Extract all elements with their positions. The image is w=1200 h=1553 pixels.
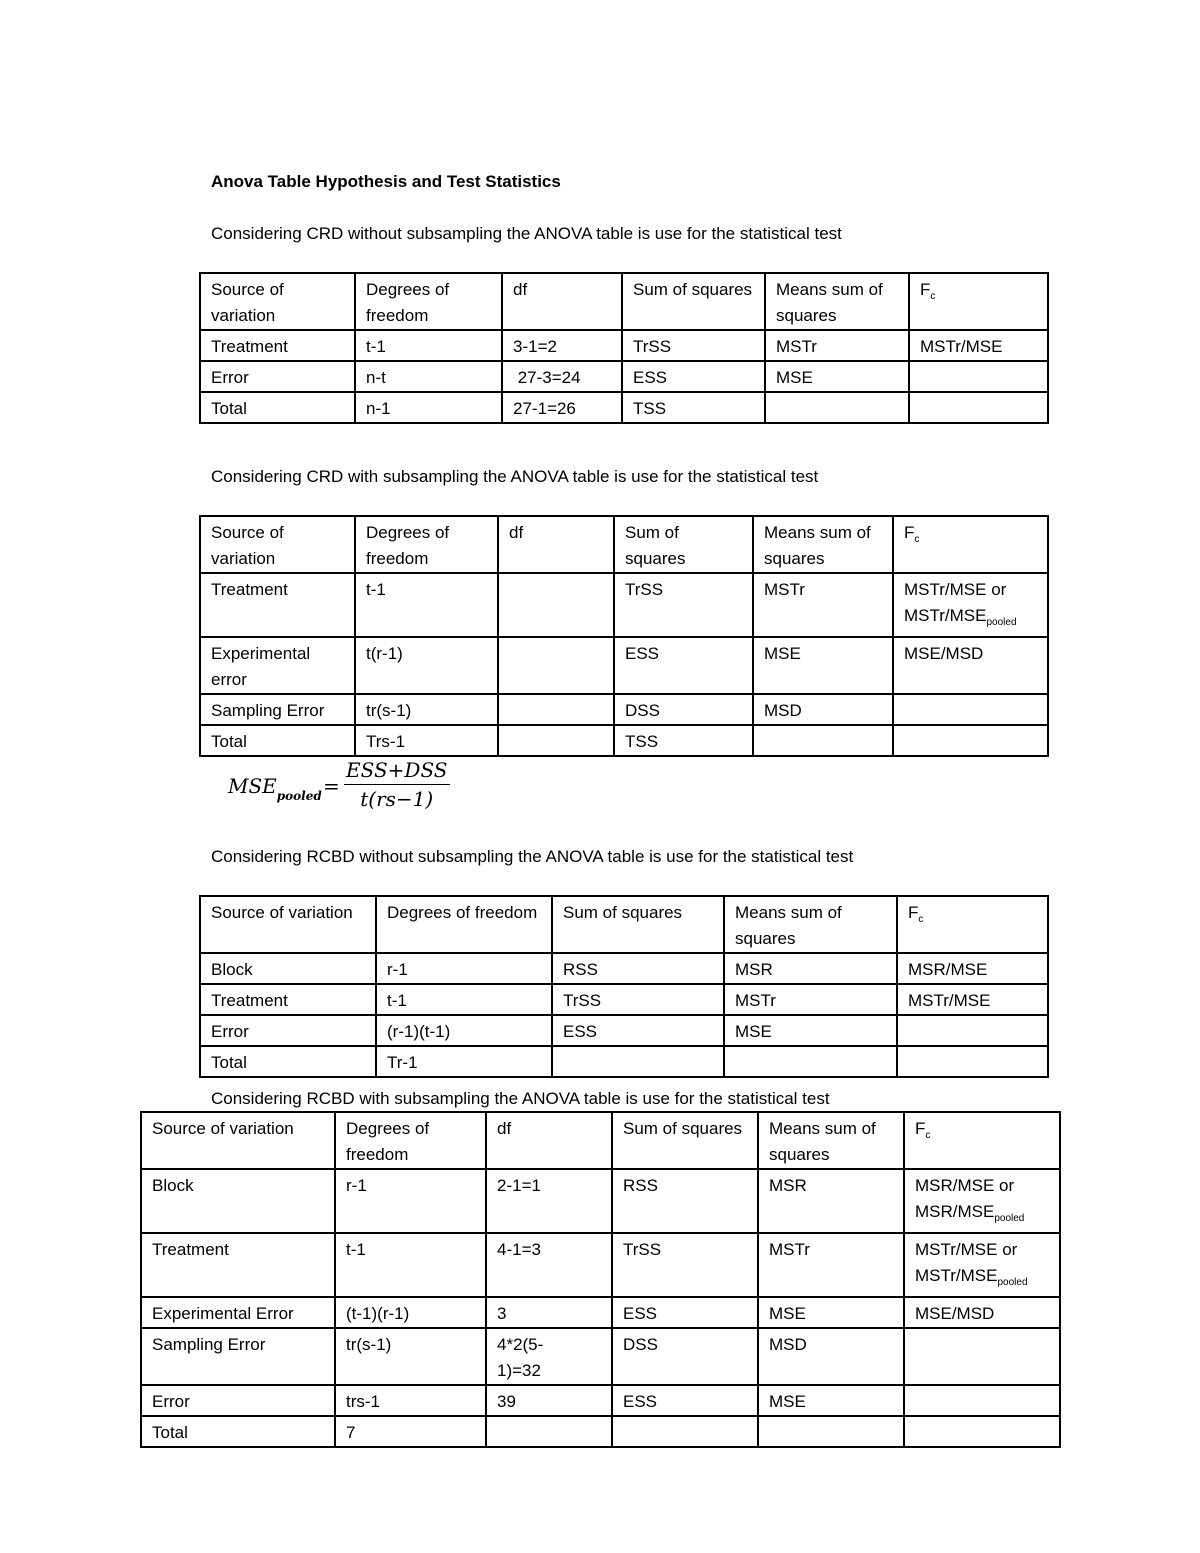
table-row	[200, 694, 1048, 725]
cell	[552, 1046, 724, 1077]
cell: MSE	[758, 1297, 904, 1328]
formula-lhs	[228, 774, 322, 803]
cell	[893, 694, 1048, 725]
table-row	[141, 1169, 1060, 1233]
section-3-caption: Considering RCBD without subsampling the ANOVA table is use for the statistical test	[211, 847, 854, 866]
header-cell: Means sum of squares	[765, 273, 909, 330]
cell: Error	[200, 361, 355, 392]
cell: 2-1=1	[486, 1169, 612, 1233]
cell: MSE/MSD	[893, 637, 1048, 694]
pooled-subscript: pooled	[986, 617, 1017, 628]
cell	[758, 1416, 904, 1447]
cell: MSR/MSE or MSR/$MSE_{pooled}$	[904, 1169, 1060, 1233]
cell: t-1	[335, 1233, 486, 1297]
formula-equals: =	[323, 774, 340, 798]
cell: Block	[141, 1169, 335, 1233]
cell: 3-1=2	[502, 330, 622, 361]
cell: MSTr	[765, 330, 909, 361]
table-header-row	[141, 1112, 1060, 1169]
pooled-subscript: pooled	[997, 1277, 1028, 1288]
table-header-row	[200, 896, 1048, 953]
crd-no-subsampling-table	[199, 272, 1049, 424]
table-header-row	[200, 516, 1048, 573]
cell: TrSS	[622, 330, 765, 361]
cell	[498, 637, 614, 694]
header-cell-fc: $F_c$	[904, 1112, 1060, 1169]
cell: Error	[141, 1385, 335, 1416]
fc-subscript: c	[925, 1130, 931, 1141]
cell	[498, 573, 614, 637]
cell: MSTr/MSE or MSTr/$MSE_{pooled}$	[904, 1233, 1060, 1297]
header-cell-fc: $F_c$	[909, 273, 1048, 330]
cell: MSTr/MSE	[909, 330, 1048, 361]
cell: r-1	[335, 1169, 486, 1233]
cell: ESS	[612, 1297, 758, 1328]
section-2-caption: Considering CRD with subsampling the ANOVA table is use for the statistical test	[211, 467, 819, 486]
cell	[897, 1046, 1048, 1077]
header-cell: Source of variation	[200, 896, 376, 953]
table-row	[200, 392, 1048, 423]
header-cell: Degrees of freedom	[355, 273, 502, 330]
cell	[612, 1416, 758, 1447]
cell: MSTr	[753, 573, 893, 637]
cell	[753, 725, 893, 756]
header-cell: df	[498, 516, 614, 573]
rcbd-no-subsampling-table	[199, 895, 1049, 1078]
table-row	[200, 637, 1048, 694]
cell	[909, 361, 1048, 392]
crd-subsampling-table	[199, 515, 1049, 757]
section-1-caption: Considering CRD without subsampling the ANOVA table is use for the statistical test	[211, 224, 842, 243]
header-cell-fc: $F_c$	[893, 516, 1048, 573]
formula-numerator: ESS+DSS	[344, 758, 450, 785]
cell	[498, 725, 614, 756]
cell: MSD	[753, 694, 893, 725]
header-cell: Means sum of squares	[724, 896, 897, 953]
table-row	[200, 984, 1048, 1015]
cell: n-t	[355, 361, 502, 392]
cell: DSS	[614, 694, 753, 725]
table-row	[141, 1416, 1060, 1447]
cell: RSS	[612, 1169, 758, 1233]
cell: ESS	[612, 1385, 758, 1416]
cell	[498, 694, 614, 725]
cell: TrSS	[552, 984, 724, 1015]
header-cell: Sum of squares	[614, 516, 753, 573]
cell	[904, 1328, 1060, 1385]
formula-mse: MSE	[228, 774, 277, 798]
cell: 39	[486, 1385, 612, 1416]
formula-pooled-subscript: pooled	[276, 789, 322, 803]
cell: Total	[200, 1046, 376, 1077]
table-row	[141, 1233, 1060, 1297]
cell: Treatment	[200, 573, 355, 637]
header-cell-fc: $F_c$	[897, 896, 1048, 953]
cell: t(r-1)	[355, 637, 498, 694]
table-row	[200, 1046, 1048, 1077]
cell: RSS	[552, 953, 724, 984]
header-cell: Means sum of squares	[753, 516, 893, 573]
cell: MSR	[758, 1169, 904, 1233]
cell: TSS	[614, 725, 753, 756]
cell: 7	[335, 1416, 486, 1447]
header-cell: Source of variation	[200, 273, 355, 330]
cell: (t-1)(r-1)	[335, 1297, 486, 1328]
cell: MSE	[758, 1385, 904, 1416]
cell: Total	[200, 392, 355, 423]
fc-subscript: c	[914, 534, 920, 545]
cell: ESS	[622, 361, 765, 392]
table-row	[200, 573, 1048, 637]
header-cell: Sum of squares	[612, 1112, 758, 1169]
cell: TrSS	[612, 1233, 758, 1297]
table-row	[200, 330, 1048, 361]
table-header-row	[200, 273, 1048, 330]
cell	[897, 1015, 1048, 1046]
cell: Experimental Error	[141, 1297, 335, 1328]
cell: MSE	[724, 1015, 897, 1046]
cell: ESS	[552, 1015, 724, 1046]
cell: Treatment	[200, 330, 355, 361]
header-cell: Source of variation	[141, 1112, 335, 1169]
cell	[486, 1416, 612, 1447]
section-4-caption: Considering RCBD with subsampling the ANOVA table is use for the statistical test	[211, 1089, 830, 1108]
header-cell: Degrees of freedom	[376, 896, 552, 953]
header-cell: Degrees of freedom	[335, 1112, 486, 1169]
fc-subscript: c	[930, 291, 936, 302]
cell: Experimental error	[200, 637, 355, 694]
table-row	[141, 1385, 1060, 1416]
cell: 4*2(5-1)=32	[486, 1328, 612, 1385]
cell: DSS	[612, 1328, 758, 1385]
cell: tr(s-1)	[355, 694, 498, 725]
page-title: Anova Table Hypothesis and Test Statistics	[211, 172, 561, 191]
fc-subscript: c	[918, 914, 924, 925]
cell: 3	[486, 1297, 612, 1328]
cell: (r-1)(t-1)	[376, 1015, 552, 1046]
cell: MSTr/MSE	[897, 984, 1048, 1015]
cell: t-1	[355, 573, 498, 637]
cell: Error	[200, 1015, 376, 1046]
header-cell: Sum of squares	[552, 896, 724, 953]
cell: t-1	[376, 984, 552, 1015]
cell: ESS	[614, 637, 753, 694]
rcbd-subsampling-table	[140, 1111, 1061, 1448]
header-cell: df	[486, 1112, 612, 1169]
cell: TrSS	[614, 573, 753, 637]
cell: n-1	[355, 392, 502, 423]
cell: Total	[200, 725, 355, 756]
cell: MSE/MSD	[904, 1297, 1060, 1328]
cell: 27-1=26	[502, 392, 622, 423]
table-row	[200, 361, 1048, 392]
cell: MSTr	[724, 984, 897, 1015]
table-row	[200, 953, 1048, 984]
cell: Sampling Error	[141, 1328, 335, 1385]
cell: MSTr/MSE or MSTr/$MSE_{pooled}$	[893, 573, 1048, 637]
formula-fraction	[344, 758, 450, 811]
cell: Trs-1	[355, 725, 498, 756]
cell	[904, 1416, 1060, 1447]
cell	[904, 1385, 1060, 1416]
cell: MSD	[758, 1328, 904, 1385]
cell: tr(s-1)	[335, 1328, 486, 1385]
cell: MSR	[724, 953, 897, 984]
formula-denominator: t(rs−1)	[360, 787, 434, 811]
cell: MSE	[765, 361, 909, 392]
cell	[765, 392, 909, 423]
cell	[893, 725, 1048, 756]
cell: Treatment	[141, 1233, 335, 1297]
header-cell: Sum of squares	[622, 273, 765, 330]
cell: 27-3=24	[502, 361, 622, 392]
cell: t-1	[355, 330, 502, 361]
table-row	[141, 1297, 1060, 1328]
header-cell: Source of variation	[200, 516, 355, 573]
cell: TSS	[622, 392, 765, 423]
header-cell: df	[502, 273, 622, 330]
cell: MSE	[753, 637, 893, 694]
cell: 4-1=3	[486, 1233, 612, 1297]
cell	[909, 392, 1048, 423]
cell: Sampling Error	[200, 694, 355, 725]
cell: trs-1	[335, 1385, 486, 1416]
table-row	[200, 1015, 1048, 1046]
table-row	[200, 725, 1048, 756]
pooled-subscript: pooled	[994, 1213, 1025, 1224]
cell: MSR/MSE	[897, 953, 1048, 984]
cell: Treatment	[200, 984, 376, 1015]
header-cell: Degrees of freedom	[355, 516, 498, 573]
table-row	[141, 1328, 1060, 1385]
cell: Total	[141, 1416, 335, 1447]
header-cell: Means sum of squares	[758, 1112, 904, 1169]
cell: r-1	[376, 953, 552, 984]
cell	[724, 1046, 897, 1077]
cell: Tr-1	[376, 1046, 552, 1077]
cell: MSTr	[758, 1233, 904, 1297]
cell: Block	[200, 953, 376, 984]
